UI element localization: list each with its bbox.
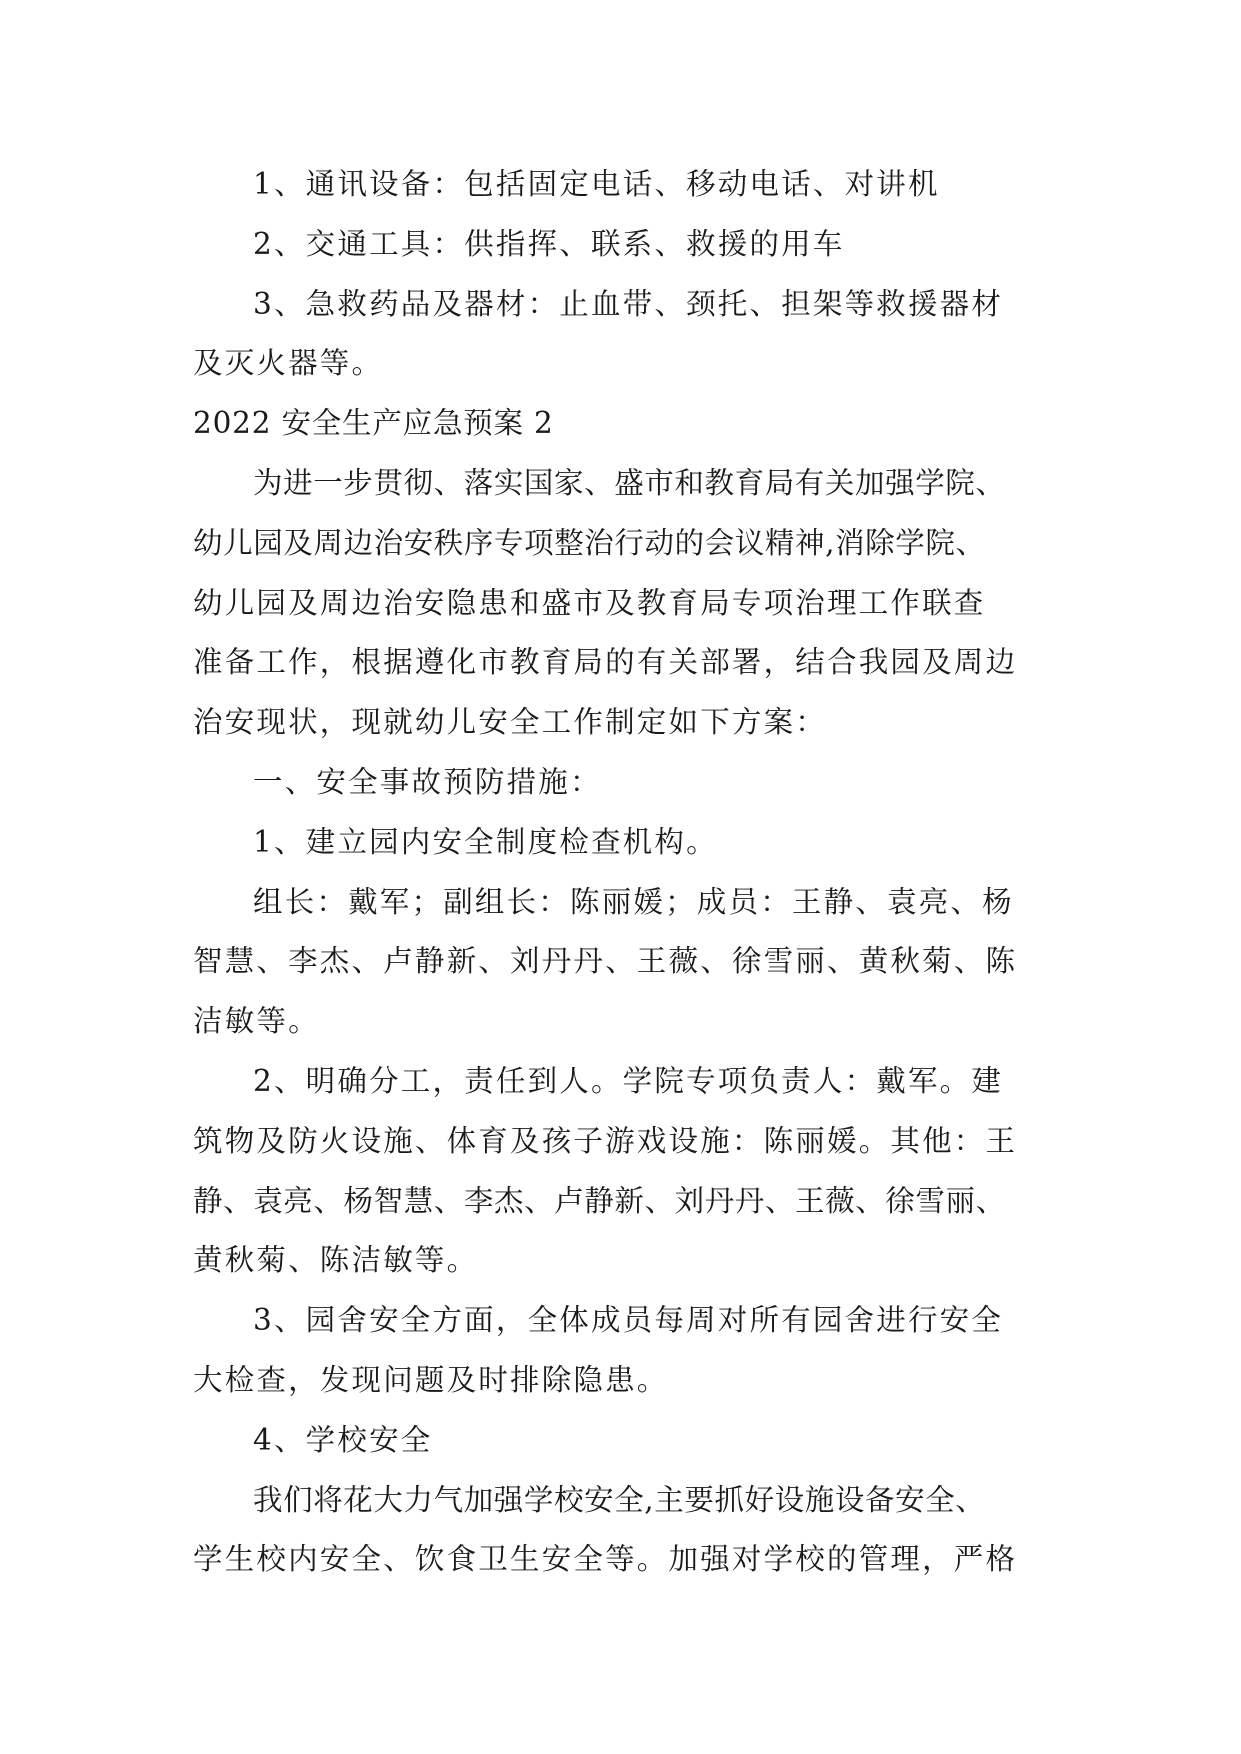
paragraph-line: 学生校内安全、饮食卫生安全等。加强对学校的管理，严格 bbox=[193, 1542, 1018, 1577]
paragraph-line: 及灭火器等。 bbox=[193, 346, 384, 381]
paragraph-line: 1、通讯设备：包括固定电话、移动电话、对讲机 bbox=[253, 167, 940, 201]
paragraph-line: 4、学校安全 bbox=[253, 1422, 433, 1457]
paragraph-line: 3、急救药品及器材：止血带、颈托、担架等救援器材 bbox=[253, 286, 1004, 321]
paragraph-line: 幼儿园及周边治安隐患和盛市及教育局专项治理工作联查 bbox=[193, 585, 986, 620]
paragraph-line: 2、交通工具：供指挥、联系、救援的用车 bbox=[253, 226, 845, 261]
paragraph-line: 治安现状，现就幼儿安全工作制定如下方案： bbox=[193, 705, 828, 740]
paragraph-line: 我们将花大力气加强学校安全,主要抓好设施设备安全、 bbox=[253, 1482, 986, 1517]
paragraph-line: 大检查，发现问题及时排除隐患。 bbox=[193, 1362, 669, 1397]
paragraph-line: 静、袁亮、杨智慧、李杰、卢静新、刘丹丹、王薇、徐雪丽、 bbox=[193, 1183, 1006, 1218]
paragraph-line: 组长：戴军；副组长：陈丽媛；成员：王静、袁亮、杨 bbox=[253, 884, 1014, 919]
paragraph-line: 准备工作，根据遵化市教育局的有关部署，结合我园及周边 bbox=[193, 645, 1018, 680]
paragraph-line: 3、园舍安全方面，全体成员每周对所有园舍进行安全 bbox=[253, 1303, 1004, 1338]
paragraph-line: 黄秋菊、陈洁敏等。 bbox=[193, 1243, 479, 1278]
paragraph-line: 幼儿园及周边治安秩序专项整治行动的会议精神,消除学院、 bbox=[193, 525, 986, 560]
document-body bbox=[193, 155, 1053, 1590]
section-heading: 2022 安全生产应急预案 2 bbox=[193, 406, 554, 441]
paragraph-line: 筑物及防火设施、体育及孩子游戏设施：陈丽媛。其他：王 bbox=[193, 1123, 1018, 1158]
paragraph-line: 一、安全事故预防措施： bbox=[253, 764, 602, 799]
paragraph-line: 为进一步贯彻、落实国家、盛市和教育局有关加强学院、 bbox=[253, 465, 1006, 500]
paragraph-line: 智慧、李杰、卢静新、刘丹丹、王薇、徐雪丽、黄秋菊、陈 bbox=[193, 944, 1018, 979]
paragraph-line: 1、建立园内安全制度检查机构。 bbox=[253, 824, 718, 859]
paragraph-line: 洁敏等。 bbox=[193, 1004, 320, 1039]
paragraph-line: 2、明确分工，责任到人。学院专项负责人：戴军。建 bbox=[253, 1063, 1004, 1098]
